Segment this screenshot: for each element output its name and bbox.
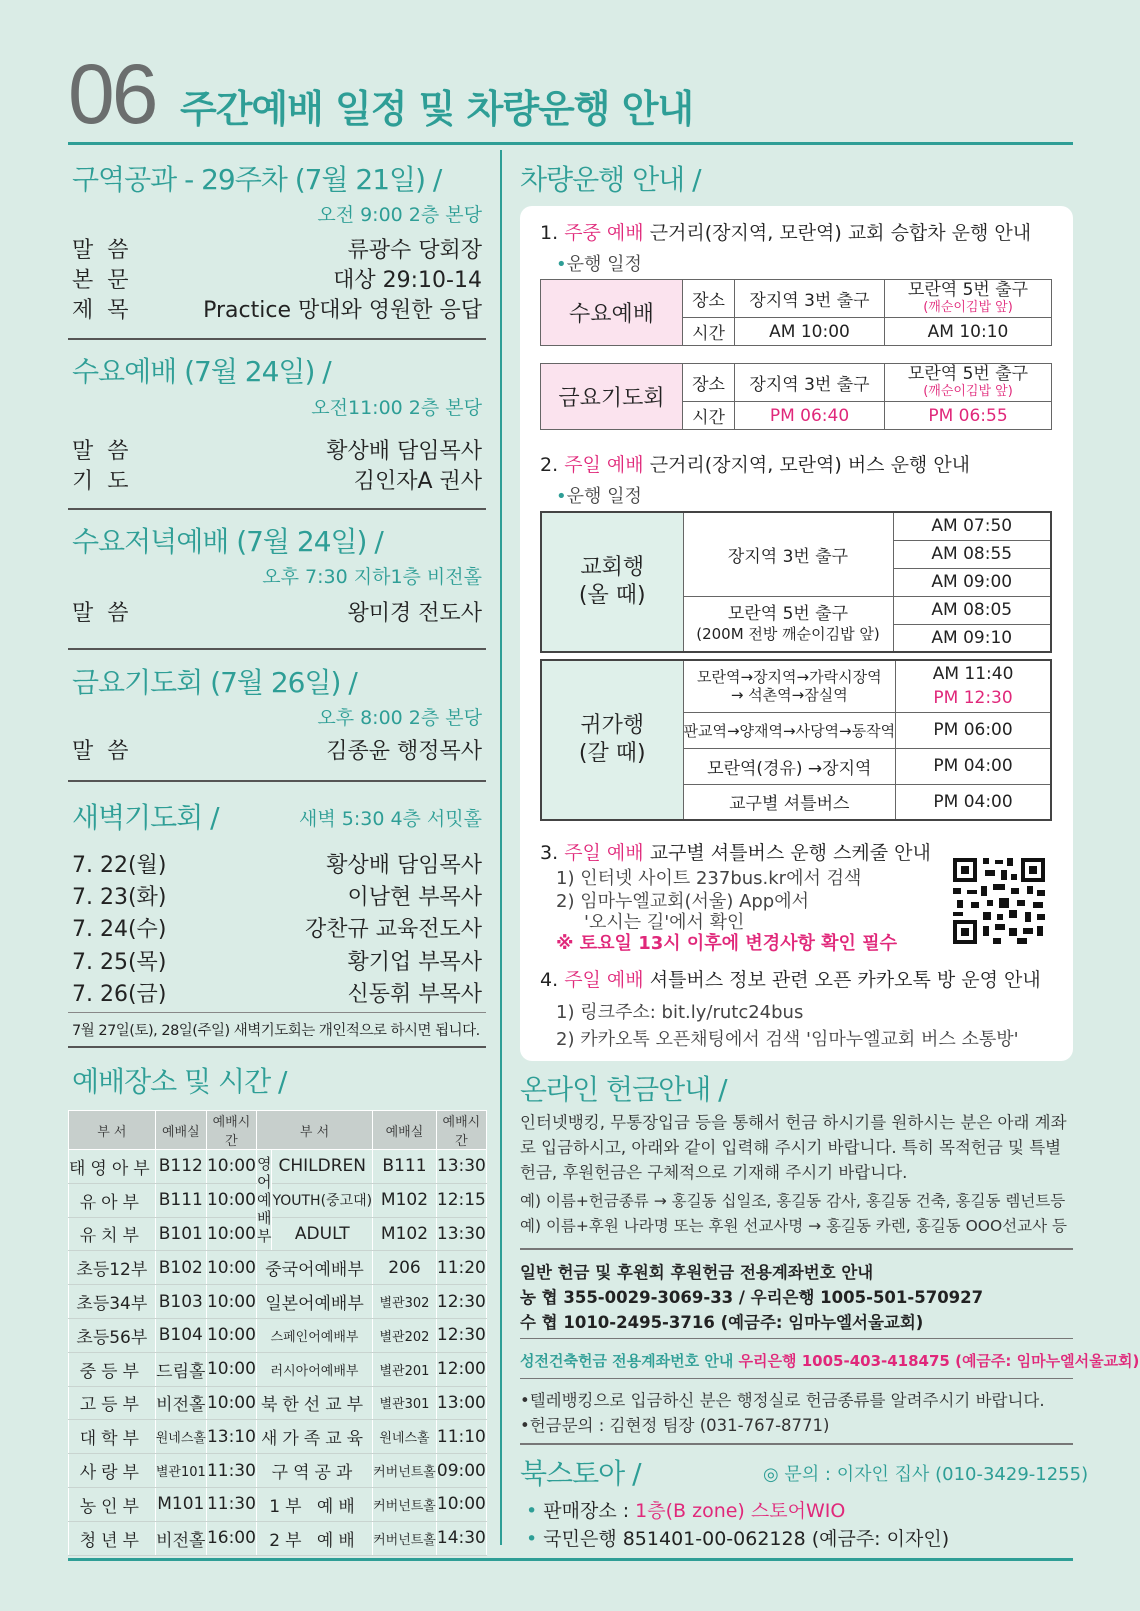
qr-code-icon <box>947 854 1051 948</box>
table-header: 부 서 예배실 예배시간 부 서 예배실 예배시간 <box>69 1111 487 1150</box>
divider <box>68 648 486 650</box>
dawn-row: 7. 26(금) 신동휘 부목사 <box>72 982 482 1007</box>
table-row: 초등56부 B104 10:00 스페인어예배부 별관202 12:30 <box>69 1318 487 1352</box>
bus-item-3-sub: 2) 임마누엘교회(서울) App에서 <box>556 891 810 912</box>
kakao-search: 2) 카카오톡 오픈채팅에서 검색 '임마누엘교회 버스 소통방' <box>556 1029 1019 1050</box>
table-row: 중등부 드림홀 10:00 러시아어예배부 별관201 12:00 <box>69 1352 487 1386</box>
fri-time: 오후 8:00 2층 본당 <box>317 707 482 729</box>
sunday-bus-table-home: 귀가행 (갈 때) 모란역→장지역→가락시장역 → 석촌역→잠실역 AM 11:40 PM 12:30 판교역→양재역→사당역→동작역 PM 06:00 모란역(경유) →장지역 PM 04:00 교구별 셔틀버스 PM 04:00 <box>540 659 1052 821</box>
online-example-1: 예) 이름+헌금종류 → 홍길동 십일조, 홍길동 감사, 홍길동 건축, 홍길동 렘넌트등 <box>520 1192 1066 1210</box>
offering-contact: •헌금문의 : 김현정 팀장 (031-767-8771) <box>520 1416 830 1435</box>
table-row: 초등12부 B102 10:00 중국어예배부 206 11:20 <box>69 1251 487 1285</box>
bookstore-contact: ◎ 문의 : 이자인 집사 (010-3429-1255) <box>763 1464 1089 1485</box>
bookstore-bank: • 국민은행 851401-00-062128 (예금주: 이자인) <box>526 1528 950 1550</box>
divider <box>68 508 486 510</box>
weekday-bus-table-wed: 수요예배 장소 장지역 3번 출구 모란역 5번 출구 (깨순이김밥 앞) 시간 AM 10:00 AM 10:10 <box>540 279 1052 346</box>
sunday-bus-table-to-church: 교회행 (올 때) 장지역 3번 출구 AM 07:50 AM 08:55 AM 09:00 모란역 5번 출구 (200M 전방 깨순이김밥 앞) AM 08:05 AM 09:10 <box>540 511 1052 653</box>
bus-title: 차량운행 안내 / <box>520 163 701 196</box>
worship-place-table <box>68 1110 487 1556</box>
wed-title: 수요예배 (7월 24일) / <box>72 355 331 388</box>
account-line-2: 수 협 1010-2495-3716 (예금주: 임마누엘서울교회) <box>520 1313 924 1332</box>
bus-item-2: 2. 주일 예배 근거리(장지역, 모란역) 버스 운행 안내 <box>540 454 971 476</box>
telebanking-note: •텔레뱅킹으로 입금하신 분은 행정실로 헌금종류를 알려주시기 바랍니다. <box>520 1391 1045 1410</box>
bus-item-4: 4. 주일 예배 셔틀버스 정보 관련 오픈 카카오톡 방 운영 안내 <box>540 969 1041 991</box>
page-title: 주간예배 일정 및 차량운행 안내 <box>180 87 694 131</box>
wed-evening-row-sermon: 말씀 왕미경 전도사 <box>72 601 482 626</box>
bus-item-3-sub: 1) 인터넷 사이트 237bus.kr에서 검색 <box>556 868 862 889</box>
table-row: 청년부 비전홀 16:00 2부 예배 커버넌트홀 14:30 <box>69 1521 487 1555</box>
online-body: 인터넷뱅킹, 무통장입금 등을 통해서 헌금 하시기를 원하시는 분은 아래 계좌로 입금하시고, 아래와 같이 입력해 주시기 바랍니다. 특히 목적헌금 및 특별헌금, 후원헌금은 구체적으로 기재해 주시기 바랍니다. <box>520 1113 1067 1182</box>
fri-title: 금요기도회 (7월 26일) / <box>72 666 357 699</box>
youth-group-label: 영어예배부 <box>256 1150 272 1251</box>
account-title: 일반 헌금 및 후원회 후원헌금 전용계좌번호 안내 <box>520 1263 874 1282</box>
bus-item-3-sub: '오시는 길'에서 확인 <box>584 912 745 933</box>
table-row: 초등34부 B103 10:00 일본어예배부 별관302 12:30 <box>69 1285 487 1319</box>
divider <box>68 1046 486 1048</box>
divider <box>68 338 486 340</box>
bus-item-2-sub: •운행 일정 <box>556 486 642 507</box>
wed-time: 오전11:00 2층 본당 <box>311 397 482 419</box>
building-account: 성전건축헌금 전용계좌번호 안내 우리은행 1005-403-418475 (예금주: 임마누엘서울교회) <box>520 1352 1140 1370</box>
bookstore-place: • 판매장소 : 1층(B zone) 스토어WIO <box>526 1500 846 1522</box>
table-row: 태영아부 B112 10:00 영어예배부 CHILDREN B111 13:30 <box>69 1150 487 1184</box>
dawn-row: 7. 22(월) 황상배 담임목사 <box>72 853 482 878</box>
bus-warning: ※ 토요일 13시 이후에 변경사항 확인 필수 <box>556 933 897 954</box>
fri-row-sermon: 말씀 김종윤 행정목사 <box>72 739 482 764</box>
sunday-row-sermon: 말씀 류광수 당회장 <box>72 238 482 263</box>
table-row: 고등부 비전홀 10:00 북한선교부 별관301 13:00 <box>69 1386 487 1420</box>
weekday-bus-table-fri: 금요기도회 장소 장지역 3번 출구 모란역 5번 출구 (깨순이김밥 앞) 시간 PM 06:40 PM 06:55 <box>540 363 1052 430</box>
table-row: 유아부 B111 10:00 YOUTH(중고대) M102 12:15 <box>69 1183 487 1217</box>
divider <box>520 1248 1073 1250</box>
divider <box>68 780 486 782</box>
sunday-row-text: 본문 대상 29:10-14 <box>72 268 482 293</box>
places-title: 예배장소 및 시간 / <box>72 1065 287 1098</box>
wed-row-sermon: 말씀 황상배 담임목사 <box>72 439 482 464</box>
dawn-note: 7월 27일(토), 28일(주일) 새벽기도회는 개인적으로 하시면 됩니다. <box>72 1023 480 1039</box>
online-title: 온라인 헌금안내 / <box>520 1073 727 1106</box>
sunday-title: 구역공과 - 29주차 (7월 21일) / <box>72 163 442 196</box>
bookstore-title: 북스토아 / <box>520 1457 641 1490</box>
table-row: 농인부 M101 11:30 1부 예배 커버넌트홀 10:00 <box>69 1487 487 1521</box>
wed-evening-title: 수요저녁예배 (7월 24일) / <box>72 525 383 558</box>
table-row: 사랑부 별관101 11:30 구역공과 커버넌트홀 09:00 <box>69 1454 487 1488</box>
bus-item-1-sub: •운행 일정 <box>556 254 642 275</box>
page-header <box>68 47 1073 145</box>
table-row: 유치부 B101 10:00 ADULT M102 13:30 <box>69 1217 487 1251</box>
bottom-rule <box>68 1558 1073 1561</box>
sunday-row-topic: 제목 Practice 망대와 영원한 응답 <box>72 298 482 323</box>
divider <box>520 1338 1073 1339</box>
divider <box>68 1012 486 1013</box>
wed-row-prayer: 기도 김인자A 권사 <box>72 469 482 494</box>
divider <box>520 1378 1073 1379</box>
dawn-row: 7. 25(목) 황기업 부목사 <box>72 950 482 975</box>
dawn-title: 새벽기도회 / <box>72 801 219 834</box>
online-example-2: 예) 이름+후원 나라명 또는 후원 선교사명 → 홍길동 카렌, 홍길동 OOO선교사 등 <box>520 1217 1067 1235</box>
dawn-time: 새벽 5:30 4층 서밋홀 <box>299 808 482 830</box>
column-divider <box>500 150 502 1545</box>
bus-item-1: 1. 주중 예배 근거리(장지역, 모란역) 교회 승합차 운행 안내 <box>540 222 1032 244</box>
dawn-row: 7. 23(화) 이남현 부목사 <box>72 885 482 910</box>
dawn-row: 7. 24(수) 강찬규 교육전도사 <box>72 917 482 942</box>
account-line-1: 농 협 355-0029-3069-33 / 우리은행 1005-501-570927 <box>520 1288 984 1307</box>
kakao-link[interactable]: 1) 링크주소: bit.ly/rutc24bus <box>556 1002 804 1023</box>
bus-item-3: 3. 주일 예배 교구별 셔틀버스 운행 스케줄 안내 <box>540 842 931 864</box>
qr-code[interactable] <box>947 854 1051 948</box>
wed-evening-time: 오후 7:30 지하1층 비전홀 <box>262 566 482 588</box>
sunday-time: 오전 9:00 2층 본당 <box>317 204 482 226</box>
table-row: 대학부 원네스홀 13:10 새가족교육 원네스홀 11:10 <box>69 1420 487 1454</box>
divider <box>520 1443 1073 1445</box>
page-number: 06 <box>68 47 156 141</box>
